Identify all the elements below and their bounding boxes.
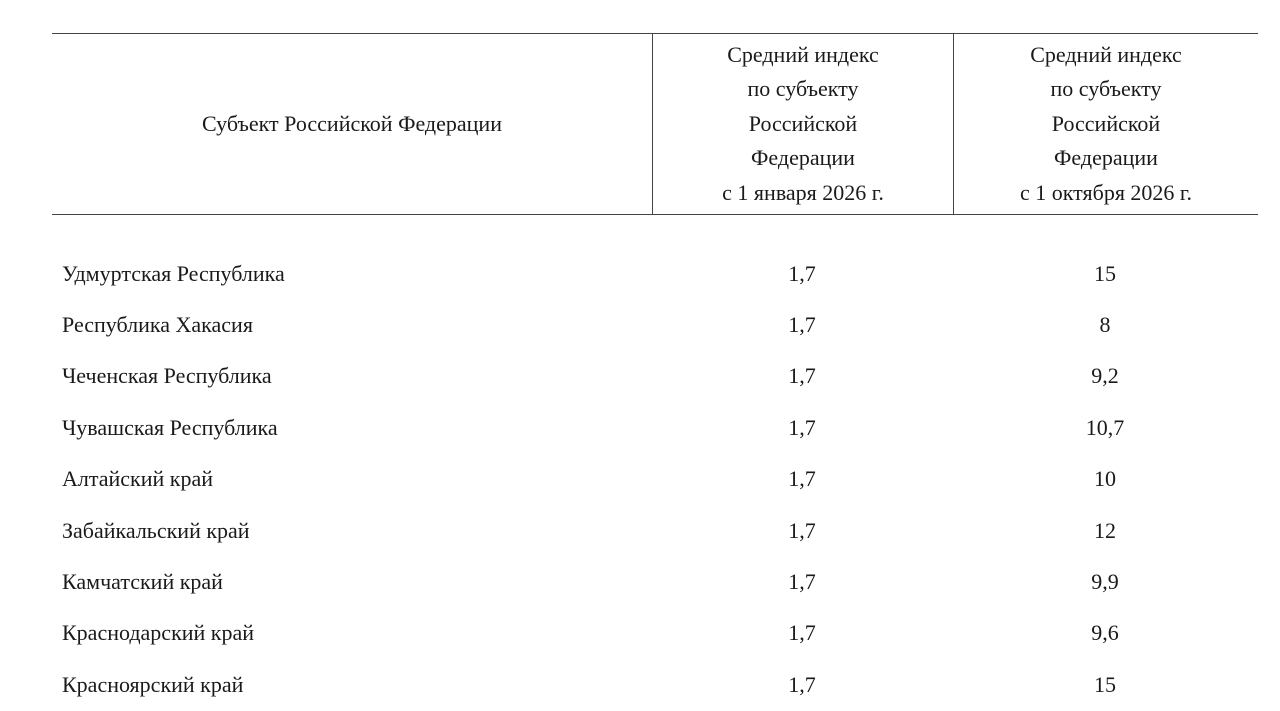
table-row: [52, 351, 1258, 402]
index-october-cell: 9,2: [1091, 363, 1119, 389]
subject-cell: Забайкальский край: [62, 517, 250, 543]
table-row: [52, 608, 1258, 659]
subject-cell: Республика Хакасия: [62, 312, 253, 338]
subject-cell: Чеченская Республика: [62, 363, 272, 389]
subject-cell: Краснодарский край: [62, 620, 255, 646]
table-row: [52, 505, 1258, 556]
index-october-cell: 10,7: [1085, 414, 1125, 440]
table-row: [52, 454, 1258, 505]
index-october-cell: 12: [1094, 517, 1116, 543]
index-table: [52, 33, 1258, 711]
index-october-cell: 9,9: [1091, 569, 1119, 595]
index-january-cell: 1,7: [788, 414, 816, 440]
table-row: [52, 299, 1258, 350]
index-january-cell: 1,7: [788, 620, 816, 646]
table-row: [52, 659, 1258, 710]
table-header: [52, 33, 1258, 215]
index-january-cell: 1,7: [788, 312, 816, 338]
header-index-january: Средний индекс по субъекту Российской Федерации с 1 января 2026 г.: [652, 34, 954, 214]
index-january-cell: 1,7: [788, 363, 816, 389]
table-row: [52, 556, 1258, 607]
table-row: [52, 248, 1258, 299]
index-october-cell: 10: [1094, 466, 1116, 492]
index-october-cell: 9,6: [1091, 620, 1119, 646]
index-january-cell: 1,7: [788, 466, 816, 492]
subject-cell: Алтайский край: [62, 466, 214, 492]
header-index-october: Средний индекс по субъекту Российской Федерации с 1 октября 2026 г.: [1020, 41, 1192, 205]
subject-cell: Удмуртская Республика: [62, 260, 285, 286]
subject-cell: Чувашская Республика: [62, 414, 278, 440]
table-body: [52, 248, 1258, 711]
index-january-cell: 1,7: [788, 260, 816, 286]
index-january-cell: 1,7: [788, 517, 816, 543]
subject-cell: Красноярский край: [62, 671, 244, 697]
index-october-cell: 8: [1099, 312, 1111, 338]
index-january-cell: 1,7: [788, 671, 816, 697]
header-subject: Субъект Российской Федерации: [202, 110, 502, 136]
subject-cell: Камчатский край: [62, 569, 223, 595]
table-row: [52, 402, 1258, 453]
index-october-cell: 15: [1094, 671, 1116, 697]
index-january-cell: 1,7: [788, 569, 816, 595]
index-october-cell: 15: [1094, 260, 1116, 286]
